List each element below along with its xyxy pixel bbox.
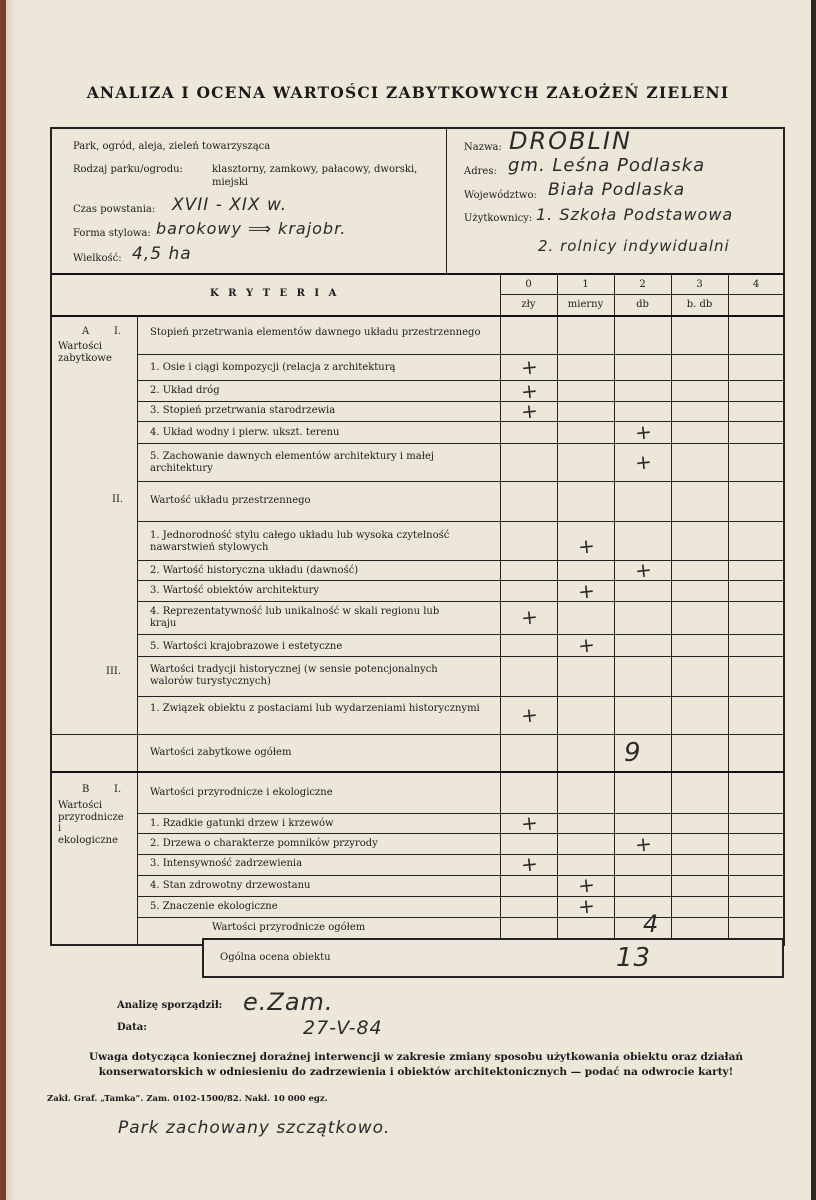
- row-a3-1: 1. Związek obiektu z postaciami lub wydarzeniami historycznymi: [150, 703, 480, 714]
- rule: [137, 580, 784, 581]
- rule: [137, 634, 784, 635]
- uzytkownicy-label: Użytkownicy:: [464, 213, 533, 224]
- date-value: 27-V-84: [303, 1017, 383, 1039]
- nazwa-value: DROBLIN: [509, 127, 632, 155]
- overall-label: Ogólna ocena obiektu: [220, 952, 331, 963]
- wielkosc-label: Wielkość:: [73, 253, 122, 264]
- rule: [137, 896, 784, 897]
- score-mark-a2-5: +: [576, 632, 596, 658]
- row-a2-4: 4. Reprezentatywność lub unikalność w skali regionu lub kraju: [150, 606, 440, 629]
- section-b-name: Wartości przyrodnicze i ekologiczne: [58, 800, 124, 846]
- rule: [137, 521, 784, 522]
- col-4-left: [728, 274, 729, 945]
- rule: [137, 560, 784, 561]
- score-mark-a2-3: +: [576, 578, 596, 604]
- rule: [137, 833, 784, 834]
- rule: [137, 813, 784, 814]
- group-b1-title: Wartości przyrodnicze i ekologiczne: [150, 787, 333, 798]
- row-b1-2: 2. Drzewa o charakterze pomników przyrody: [150, 838, 378, 849]
- rule: [137, 917, 784, 918]
- col-3-left: [671, 274, 672, 945]
- score-mark-b1-2: +: [633, 831, 653, 857]
- row-a1-1: 1. Osie i ciągi kompozycji (relacja z architekturą: [150, 362, 396, 373]
- rule: [137, 875, 784, 876]
- score-4: 4: [752, 279, 760, 290]
- section-b-total-value: 4: [643, 910, 660, 938]
- score-1: 1: [582, 279, 589, 290]
- score-2: 2: [639, 279, 646, 290]
- adres-label: Adres:: [464, 166, 497, 177]
- score-mark-a1-3: +: [519, 398, 539, 424]
- warning-note: Uwaga dotycząca koniecznej doraźnej interwencji w zakresie zmiany sposobu użytkowania obiektu oraz działań konserwatorskich w odniesieniu do zadrzewienia i obiektów architektonicznych — podać na odwrocie karty!: [88, 1051, 744, 1078]
- rule: [51, 734, 784, 735]
- rodzaj-options: klasztorny, zamkowy, pałacowy, dworski,: [212, 164, 418, 175]
- grade-1: mierny: [567, 299, 604, 310]
- bottom-handwritten-note: Park zachowany szczątkowo.: [118, 1118, 391, 1138]
- rule: [137, 696, 784, 697]
- rule: [137, 854, 784, 855]
- score-mark-b1-3: +: [519, 851, 539, 877]
- uzytkownicy-value-2: 2. rolnicy indywidualni: [538, 237, 730, 255]
- section-a-total-value: 9: [624, 738, 642, 768]
- col-label-divider: [137, 316, 138, 945]
- analyst-label: Analizę sporządził:: [117, 1000, 223, 1011]
- rule: [137, 401, 784, 402]
- rodzaj-options-2: miejski: [212, 177, 249, 188]
- score-mark-a1-2: +: [519, 378, 539, 404]
- group-a3-title: Wartości tradycji historycznej (w sensie potencjonalnych walorów turystycznych): [150, 664, 438, 687]
- row-b1-5: 5. Znaczenie ekologiczne: [150, 901, 278, 912]
- rule: [137, 354, 784, 355]
- col-2-left: [614, 274, 615, 945]
- rodzaj-label: Rodzaj parku/ogrodu:: [73, 164, 183, 175]
- adres-value: gm. Leśna Podlaska: [508, 155, 706, 176]
- score-3: 3: [696, 279, 703, 290]
- section-b-num1: I.: [114, 784, 122, 795]
- row-b1-4: 4. Stan zdrowotny drzewostanu: [150, 880, 311, 891]
- score-mark-a2-2: +: [633, 557, 653, 583]
- rule: [137, 443, 784, 444]
- row-a2-2: 2. Wartość historyczna układu (dawność): [150, 565, 359, 576]
- wojewodztwo-label: Województwo:: [464, 190, 537, 201]
- section-a-num2: II.: [112, 494, 124, 505]
- forma-value: barokowy ⟹ krajobr.: [156, 219, 347, 238]
- park-line: Park, ogród, aleja, zieleń towarzysząca: [73, 141, 271, 152]
- score-0: 0: [525, 279, 532, 290]
- score-mark-b1-5: +: [576, 893, 596, 919]
- row-a2-5: 5. Wartości krajobrazowe i estetyczne: [150, 641, 343, 652]
- paper-edge-right: [811, 0, 816, 1200]
- grade-3: b. db: [686, 299, 713, 310]
- score-mark-a1-5: +: [633, 449, 653, 475]
- analyst-signature: e.Zam.: [243, 988, 334, 1016]
- score-mark-b1-1: +: [519, 810, 539, 836]
- rule: [137, 656, 784, 657]
- header-divider: [446, 128, 447, 274]
- row-a1-4: 4. Układ wodny i pierw. ukszt. terenu: [150, 427, 340, 438]
- row-b1-1: 1. Rzadkie gatunki drzew i krzewów: [150, 818, 334, 829]
- grade-2: db: [636, 299, 649, 310]
- row-a1-3: 3. Stopień przetrwania starodrzewia: [150, 405, 336, 416]
- criteria-header-bottom: [51, 315, 784, 317]
- row-a1-2: 2. Układ dróg: [150, 385, 220, 396]
- rule: [137, 380, 784, 381]
- score-mark-a2-1: +: [576, 533, 596, 559]
- section-b-code: B: [82, 784, 90, 795]
- section-a-code: A: [82, 326, 90, 337]
- uzytkownicy-value: 1. Szkoła Podstawowa: [536, 205, 734, 224]
- rule: [137, 481, 784, 482]
- page-title: ANALIZA I OCENA WARTOŚCI ZABYTKOWYCH ZAŁOŻEŃ ZIELENI: [86, 83, 730, 102]
- section-b-total-label: Wartości przyrodnicze ogółem: [212, 922, 366, 933]
- score-mark-a1-4: +: [633, 419, 653, 445]
- row-a1-5: 5. Zachowanie dawnych elementów architektury i małej architektury: [150, 451, 434, 474]
- col-1-left: [557, 274, 558, 945]
- section-a-num1: I.: [114, 326, 122, 337]
- overall-value: 13: [616, 943, 652, 973]
- nazwa-label: Nazwa:: [464, 142, 502, 153]
- section-a-name: Wartości zabytkowe: [58, 341, 112, 364]
- score-mark-a2-4: +: [519, 604, 539, 630]
- printer-info: Zakł. Graf. „Tamka”. Zam. 0102-1500/82. Nakł. 10 000 egz.: [47, 1094, 328, 1104]
- group-a1-title: Stopień przetrwania elementów dawnego układu przestrzennego: [150, 327, 481, 338]
- date-label: Data:: [117, 1022, 147, 1033]
- forma-label: Forma stylowa:: [73, 228, 151, 239]
- section-a-total-label: Wartości zabytkowe ogółem: [150, 747, 292, 758]
- wielkosc-value: 4,5 ha: [132, 244, 192, 264]
- row-a2-3: 3. Wartość obiektów architektury: [150, 585, 320, 596]
- grade-0: zły: [521, 299, 536, 310]
- group-a2-title: Wartość układu przestrzennego: [150, 495, 311, 506]
- czas-value: XVII - XIX w.: [172, 195, 288, 215]
- section-a-num3: III.: [106, 666, 122, 677]
- wojewodztwo-value: Biała Podlaska: [548, 180, 686, 200]
- czas-label: Czas powstania:: [73, 204, 156, 215]
- section-a-bottom: [51, 771, 784, 773]
- score-mark-a1-1: +: [519, 354, 539, 380]
- row-b1-3: 3. Intensywność zadrzewienia: [150, 858, 303, 869]
- score-mark-a3-1: +: [519, 702, 539, 728]
- rule: [137, 421, 784, 422]
- score-mark-b1-4: +: [576, 872, 596, 898]
- col-0-left: [500, 274, 501, 945]
- paper-fold: [6, 0, 16, 1200]
- criteria-label: K R Y T E R I A: [210, 288, 340, 299]
- row-a2-1: 1. Jednorodność stylu całego układu lub wysoka czytelność nawarstwień stylowych: [150, 530, 450, 553]
- header-bottom-rule: [51, 273, 784, 275]
- rule: [137, 601, 784, 602]
- score-header-mid: [500, 294, 784, 295]
